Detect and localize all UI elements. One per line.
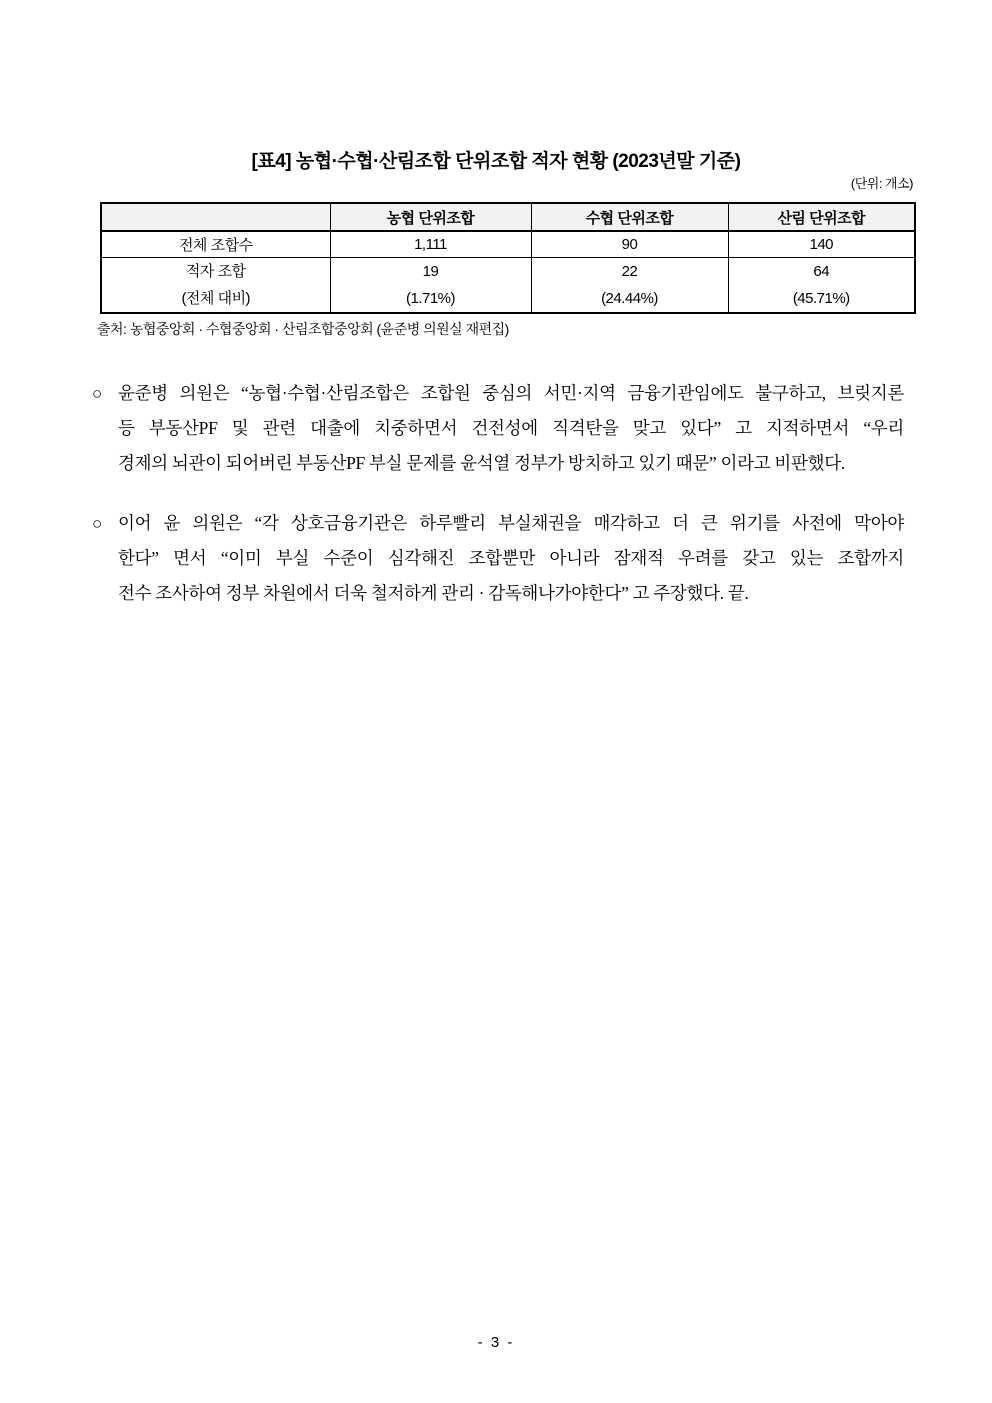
paragraph-line: 이어 윤 의원은 “각 상호금융기관은 하루빨리 부실채권을 매각하고 더 큰 위기를 사전에 막아야 [118, 513, 904, 533]
deficit-count: 22 [621, 262, 638, 280]
paragraph-criticism [92, 376, 904, 481]
cell-total-sanrim: 140 [728, 231, 915, 257]
paragraph-line: 경제의 뇌관이 되어버린 부동산PF 부실 문제를 윤석열 정부가 방치하고 있기 때문” 이라고 비판했다. [118, 453, 845, 473]
unit-note: (단위: 개소) [850, 176, 913, 191]
paragraph-demand [92, 506, 904, 611]
row-label [101, 257, 330, 313]
page-number: - 3 - [477, 1334, 515, 1351]
deficit-ratio: (24.44%) [601, 289, 658, 307]
column-header-sanrim: 산림 단위조합 [728, 203, 915, 231]
cell-deficit-suhyup [531, 257, 728, 313]
deficit-ratio: (45.71%) [792, 289, 850, 307]
row-label-line1: 적자 조합 [185, 262, 246, 280]
deficit-ratio: (1.71%) [405, 289, 456, 307]
paragraph-line: 한다” 면서 “이미 부실 수준이 심각해진 조합뿐만 아니라 잠재적 우려를 갖고 있는 조합까지 [118, 548, 904, 568]
deficit-count: 64 [813, 262, 830, 280]
cell-deficit-sanrim [728, 257, 915, 313]
table-row-total-unions [101, 231, 915, 257]
column-header-suhyup: 수협 단위조합 [531, 203, 728, 231]
paragraph-line: 윤준병 의원은 “농협·수협·산림조합은 조합원 중심의 서민·지역 금융기관임에도 불구하고, 브릿지론 [118, 383, 904, 403]
circle-bullet-icon: ○ [92, 514, 103, 533]
paragraph-line: 전수 조사하여 정부 차원에서 더욱 철저하게 관리 · 감독해나가야한다” 고 주장했다. 끝. [118, 583, 749, 603]
table-title: [표4] 농협·수협·산림조합 단위조합 적자 현황 (2023년말 기준) [251, 151, 741, 172]
circle-bullet-icon: ○ [92, 384, 103, 403]
deficit-count: 19 [422, 262, 439, 280]
cell-total-nonghyup: 1,111 [330, 231, 531, 257]
table-row-deficit-unions [101, 257, 915, 313]
deficit-status-table [100, 202, 916, 314]
row-label-line2: (전체 대비) [181, 289, 251, 307]
column-header-blank [101, 203, 330, 231]
paragraph-text [118, 506, 904, 611]
table-header-row [101, 203, 915, 231]
paragraph-text [118, 376, 904, 481]
cell-deficit-nonghyup [330, 257, 531, 313]
paragraph-line: 등 부동산PF 및 관련 대출에 치중하면서 건전성에 직격탄을 맞고 있다” 고 지적하면서 “우리 [118, 418, 904, 438]
row-label: 전체 조합수 [101, 231, 330, 257]
source-note: 출처: 농협중앙회 · 수협중앙회 · 산림조합중앙회 (윤준병 의원실 재편집) [97, 321, 509, 337]
cell-total-suhyup: 90 [531, 231, 728, 257]
column-header-nonghyup: 농협 단위조합 [330, 203, 531, 231]
